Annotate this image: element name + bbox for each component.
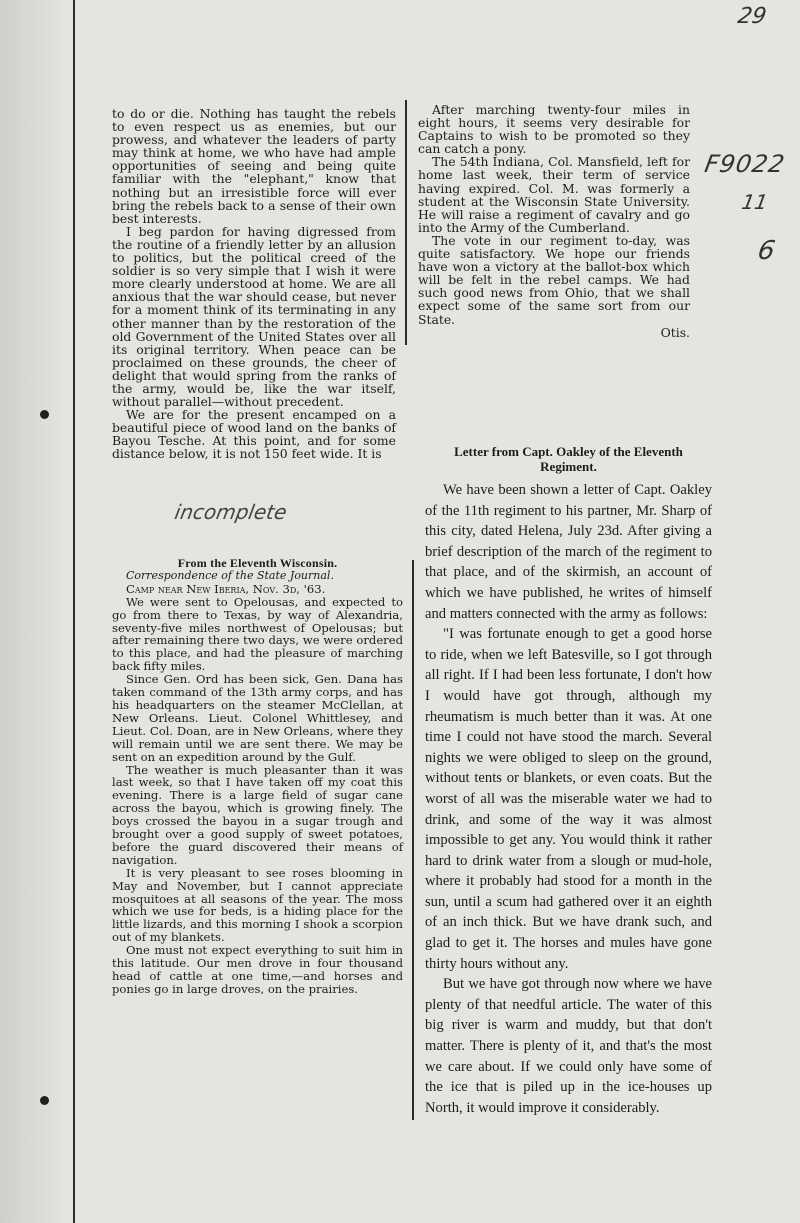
paragraph: The vote in our regiment to-day, was quite satisfactory. We hope our friends have won a victory at the ballot-box which will be felt in the rebel camps. We had such good news from Ohio, that we shall expect some of the same sort from our State. [418, 232, 690, 327]
paragraph: The weather is much pleasanter than it was last week, so that I have taken off my coat this evening. There is a large field of sugar cane across the bayou, which is growing finely. The boys crossed the bayou in a sugar trough and brought over a good supply of sweet potatoes, before the guard discovered their means of navigation. [112, 762, 403, 867]
paragraph: "I was fortunate enough to get a good horse to ride, when we left Batesville, so I got through all right. If I had been less fortunate, I don't how I would have got through, although my rheumatism is much better than it was. At one time I could not have stood the march. Several nights we were obliged to sleep on the ground, without tents or blankets, or even coats. But the worst of all was the miserable water we had to drink, and some of the way it was almost impossible to get any. You would think it rather hard to drink water from a slough or mud-hole, where it probably had stood for a month in the sun, until a scum had gathered over it an eighth of an inch thick. But we have drank such, and glad to get it. The horses and mules have gone thirty hours without any. [425, 626, 712, 972]
paragraph: We are for the present encamped on a beautiful piece of wood land on the banks of Bayou Tesche. At this point, and for some distance below, it is not 150 feet wide. It is [112, 407, 396, 462]
article-headline: Letter from Capt. Oakley of the Eleventh Regiment. [454, 444, 683, 474]
page-number: 29 [735, 4, 769, 29]
article-headline: From the Eleventh Wisconsin. [177, 556, 338, 570]
binding-hole-bottom [40, 1096, 49, 1105]
incomplete-note: incomplete [172, 500, 289, 524]
column-divider-top [405, 100, 407, 345]
paragraph: One must not expect everything to suit him in this latitude. Our men drove in four thousand head of cattle at one time,—and horses and ponies go in large droves, on the prairies. [112, 943, 403, 996]
dateline: Camp near New Iberia, Nov. 3d, '63. [126, 581, 326, 596]
page-edge-line [73, 0, 75, 1223]
paragraph: It is very pleasant to see roses blooming in May and November, but I cannot appreciate mosquitoes at all seasons of the year. The moss which we use for beds, is a hiding place for the little lizards, and this morning I shook a scorpion out of my blankets. [112, 865, 403, 945]
article-eleventh [112, 557, 403, 996]
column-left-top [112, 107, 396, 461]
paragraph: After marching twenty-four miles in eight hours, it seems very desirable for Captains to wish to be promoted so they can catch a pony. [418, 102, 690, 157]
ref-volume: 11 [739, 190, 770, 214]
binding-shadow [0, 0, 70, 1223]
paragraph: I beg pardon for having digressed from the routine of a friendly letter by an allusion to politics, but the political creed of the soldier is so very simple that I wish it were more clearly understood at home. We are all anxious that the war should cease, but never for a moment think of its terminating in any other manner than by the restoration of the old Government of the United States over all its original territory. When peace can be proclaimed on these grounds, the cheer of delight that would spring from the ranks of the army, would be, like the war itself, without parallel—without precedent. [112, 223, 396, 410]
paragraph: to do or die. Nothing has taught the rebels to even respect us as enemies, but our prowess, and whatever the leaders of party may think at home, we who have had ample opportunities of seeing and being quite familiar with the "elephant," know that nothing but an irresistible force will ever bring the rebels back to a sense of their own best interests. [112, 106, 396, 226]
paragraph: We have been shown a letter of Capt. Oakley of the 11th regiment to his partner, Mr. Sharp of this city, dated Helena, July 23d. After giving a brief description of the march of the regiment to that place, and of the skirmish, an account of which we have published, he writes of himself and matters connected with the army as follows: [425, 482, 712, 622]
binding-hole-top [40, 410, 49, 419]
paragraph: The 54th Indiana, Col. Mansfield, left for home last week, their term of service having expired. Col. M. was formerly a student at the Wisconsin State University. He will raise a regiment of cavalry and go into the Army of the Cumberland. [418, 154, 690, 235]
signature: Otis. [660, 324, 690, 340]
ref-code: F9022 [702, 150, 788, 178]
paragraph: But we have got through now where we have plenty of that needful article. The water of this big river is warm and muddy, but that don't matter. There is plenty of it, and that's the most we care about. If we could only have some of the ice that is piled up in the ice-houses up North, it would improve it considerably. [425, 976, 712, 1116]
column-divider-bottom [412, 560, 414, 1120]
paragraph: We were sent to Opelousas, and expected to go from there to Texas, by way of Alexandria, seventy-five miles northwest of Opelousas; but after remaining there two days, we were ordered to this place, and had the pleasure of marching back fifty miles. [112, 594, 403, 674]
paragraph: Since Gen. Ord has been sick, Gen. Dana has taken command of the 13th army corps, and has his headquarters on the steamer McClellan, at New Orleans. Lieut. Colonel Whittlesey, and Lieut. Col. Doan, are in New Orleans, where they will remain until we are sent there. We may be sent on an expedition around by the Gulf. [112, 672, 403, 764]
column-middle-top [418, 103, 690, 339]
byline: Correspondence of the State Journal. [126, 568, 334, 582]
ref-number: 6 [755, 236, 778, 266]
article-oakley [425, 444, 712, 1118]
